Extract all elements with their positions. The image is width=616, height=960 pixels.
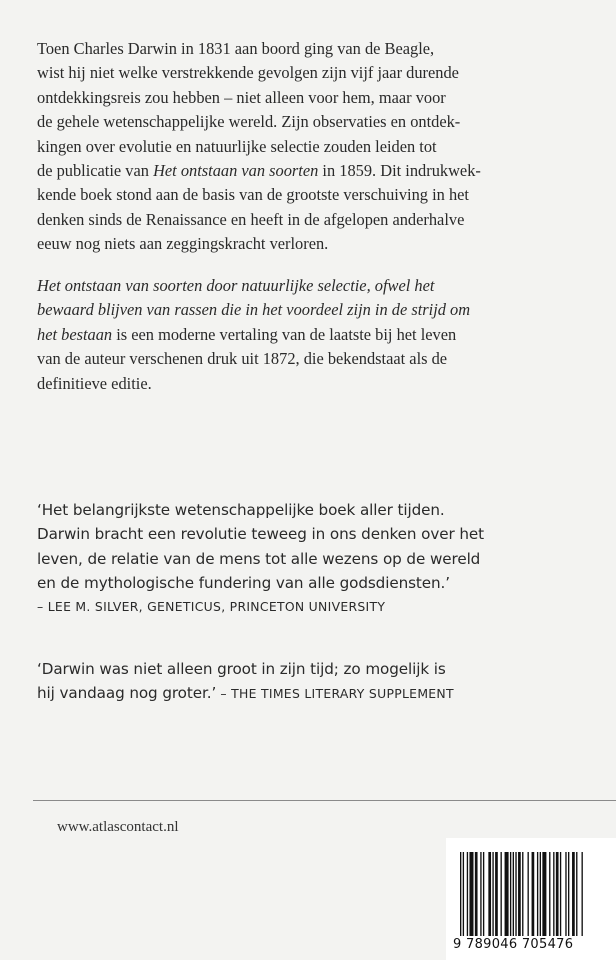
barcode-bar bbox=[537, 852, 538, 936]
quote1-line-2: Darwin bracht een revolutie teweeg in ons denken over het bbox=[37, 525, 484, 544]
translation-line-3 bbox=[37, 323, 597, 347]
intro-line-3: ontdekkingsreis zou hebben – niet alleen voor hem, maar voor bbox=[37, 87, 446, 107]
book-title-italic: Het ontstaan van soorten bbox=[153, 161, 319, 181]
barcode-bar bbox=[460, 852, 461, 936]
translation-line-3-rest: is een moderne vertaling van de laatste bij het leven bbox=[112, 324, 457, 344]
quote1-line-4: en de mythologische fundering van alle godsdiensten.’ bbox=[37, 573, 451, 592]
barcode-bar bbox=[582, 852, 583, 936]
barcode-bar bbox=[532, 852, 535, 936]
barcode-bar bbox=[556, 852, 559, 936]
translation-paragraph bbox=[37, 274, 597, 396]
barcode-bar bbox=[505, 852, 509, 936]
intro-line-6-end: in 1859. Dit indrukwek- bbox=[318, 161, 481, 181]
quote2-text-end: hij vandaag nog groter.’ bbox=[37, 684, 217, 703]
barcode-bar bbox=[469, 852, 473, 936]
translation-line-4: van de auteur verschenen druk uit 1872, die bekendstaat als de bbox=[37, 349, 448, 369]
intro-paragraph bbox=[37, 37, 597, 257]
barcode-bar bbox=[518, 852, 521, 936]
translation-line-2 bbox=[37, 298, 597, 322]
isbn-number: 9 789046 705476 bbox=[453, 937, 574, 952]
barcode-bar bbox=[553, 852, 554, 936]
barcode-bar bbox=[528, 852, 529, 936]
publisher-url[interactable]: www.atlascontact.nl bbox=[57, 819, 179, 835]
barcode-bar bbox=[572, 852, 575, 936]
barcode-bar bbox=[522, 852, 523, 936]
barcode-bar bbox=[549, 852, 550, 936]
intro-line-7: kende boek stond aan de basis van de grootste verschuiving in het bbox=[37, 185, 469, 205]
barcode-bar bbox=[515, 852, 516, 936]
barcode-bar bbox=[495, 852, 498, 936]
divider-rule bbox=[33, 800, 616, 801]
barcode-bar bbox=[483, 852, 484, 936]
barcode-bar bbox=[492, 852, 493, 936]
translation-line-1 bbox=[37, 274, 597, 298]
intro-line-6 bbox=[37, 159, 597, 183]
barcode-bars bbox=[460, 852, 605, 936]
full-title-italic-2: bewaard blijven van rassen die in het voordeel zijn in de strijd om bbox=[37, 300, 471, 320]
barcode-bar bbox=[542, 852, 546, 936]
barcode-bar bbox=[467, 852, 468, 936]
isbn-barcode bbox=[446, 838, 616, 960]
intro-line-8: denken sinds de Renaissance en heeft in de afgelopen anderhalve bbox=[37, 209, 465, 229]
quote2-line-1: ‘Darwin was niet alleen groot in zijn tijd; zo mogelijk is bbox=[37, 660, 446, 678]
full-title-italic-1: Het ontstaan van soorten door natuurlijke selectie, ofwel het bbox=[37, 276, 435, 295]
barcode-bar bbox=[540, 852, 541, 936]
barcode-bar bbox=[463, 852, 464, 936]
intro-line-1: Toen Charles Darwin in 1831 aan boord ging van de Beagle, bbox=[37, 39, 435, 58]
intro-line-2: wist hij niet welke verstrekkende gevolgen zijn vijf jaar durende bbox=[37, 63, 459, 83]
barcode-bar bbox=[560, 852, 561, 936]
quote1-line-3: leven, de relatie van de mens tot alle wezens op de wereld bbox=[37, 549, 481, 568]
intro-line-5: kingen over evolutie en natuurlijke selectie zouden leiden tot bbox=[37, 136, 437, 156]
barcode-bar bbox=[501, 852, 502, 936]
barcode-bar bbox=[576, 852, 577, 936]
intro-line-6-start: de publicatie van bbox=[37, 161, 154, 181]
barcode-bar bbox=[513, 852, 514, 936]
translation-line-5: definitieve editie. bbox=[37, 373, 152, 393]
review-quote-1 bbox=[37, 498, 607, 619]
intro-line-9: eeuw nog niets aan zeggingskracht verloren. bbox=[37, 234, 329, 254]
barcode-bar bbox=[480, 852, 481, 936]
intro-line-4: de gehele wetenschappelijke wereld. Zijn observaties en ontdek- bbox=[37, 112, 461, 132]
barcode-bar bbox=[565, 852, 566, 936]
quote2-attribution: – THE TIMES LITERARY SUPPLEMENT bbox=[216, 686, 454, 702]
barcode-bar bbox=[488, 852, 491, 936]
review-quote-2 bbox=[37, 657, 607, 707]
quote2-line-2 bbox=[37, 681, 607, 706]
quote1-attribution: – LEE M. SILVER, GENETICUS, PRINCETON UNIVERSITY bbox=[37, 599, 386, 615]
full-title-italic-3: het bestaan bbox=[37, 324, 113, 344]
barcode-bar bbox=[475, 852, 478, 936]
quote1-line-1: ‘Het belangrijkste wetenschappelijke boek aller tijden. bbox=[37, 501, 445, 519]
barcode-bar bbox=[510, 852, 511, 936]
barcode-bar bbox=[568, 852, 569, 936]
